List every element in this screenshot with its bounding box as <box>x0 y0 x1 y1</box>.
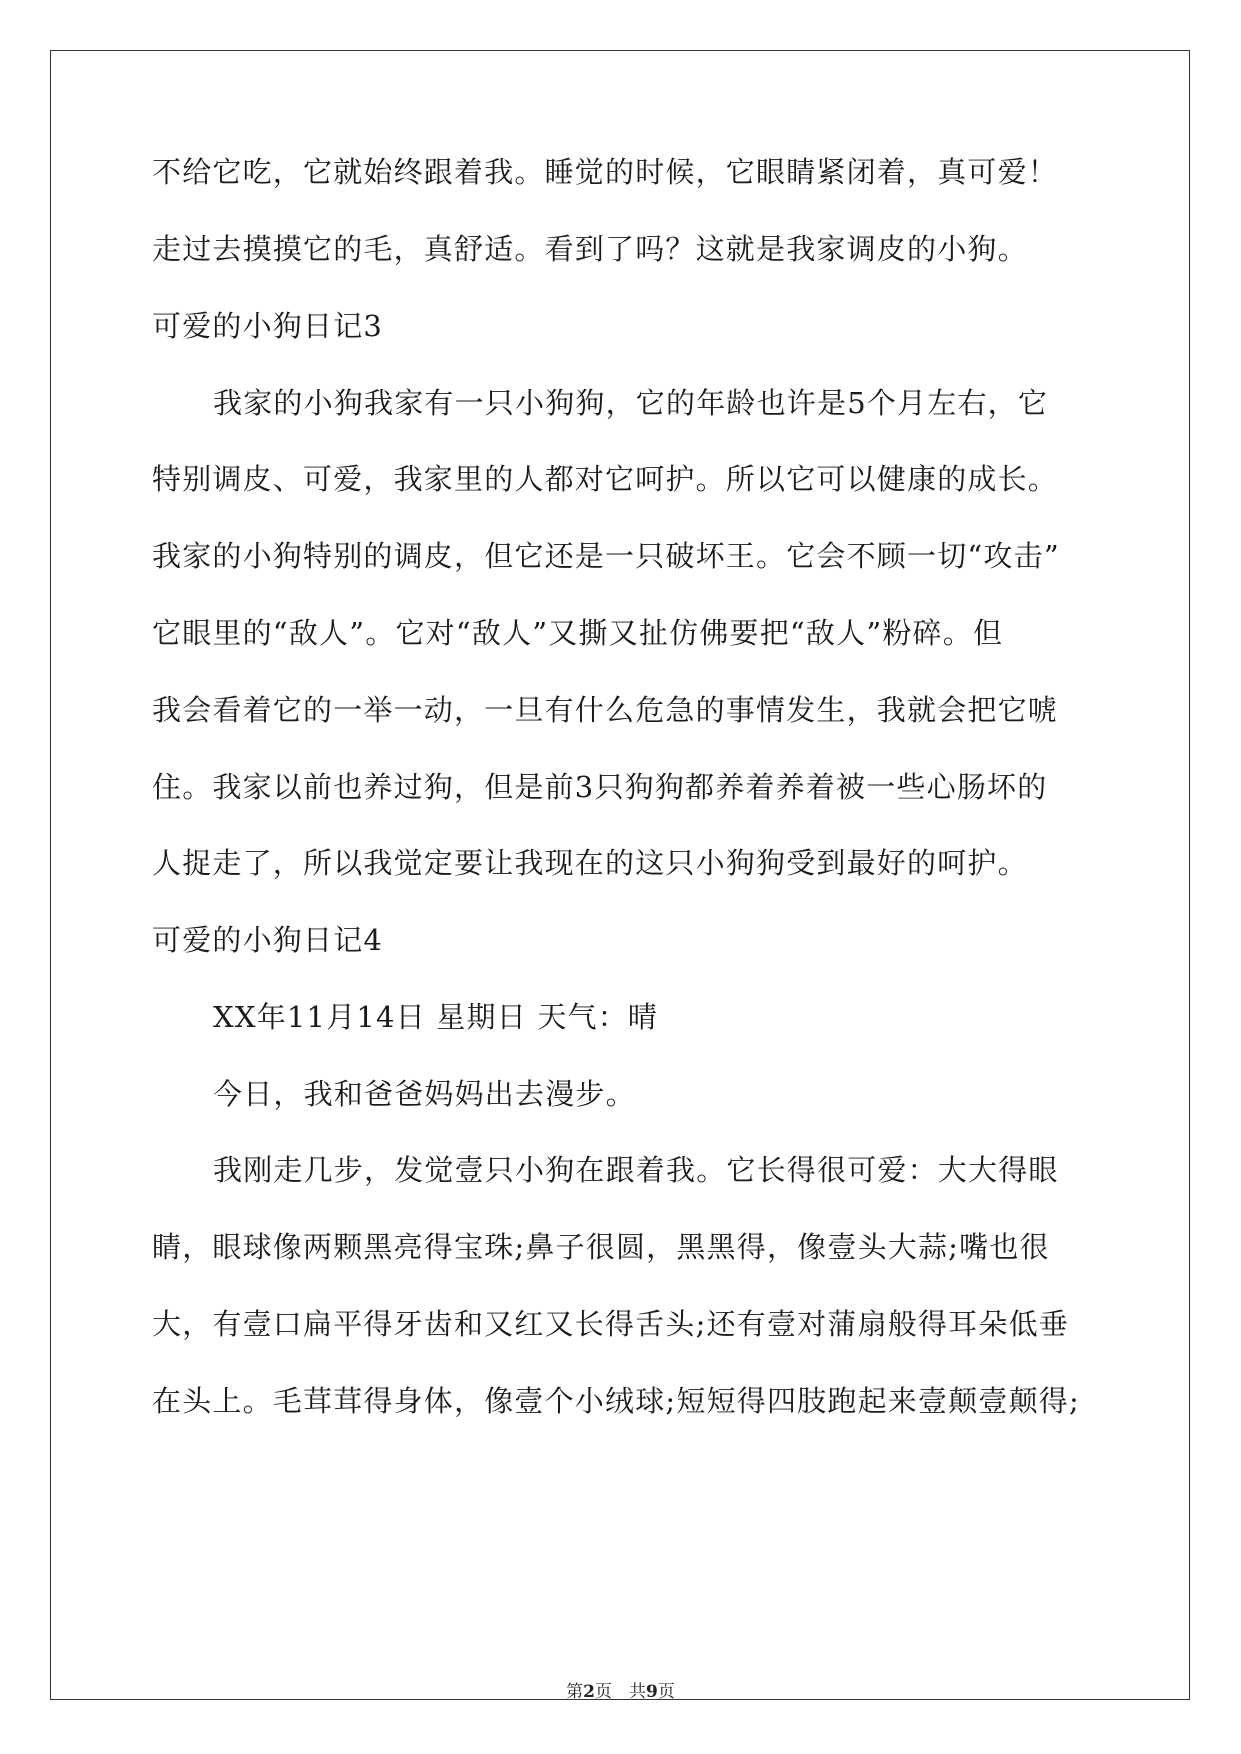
text-line: 它眼里的“敌人”。它对“敌人”又撕又扯仿佛要把“敌人”粉碎。但 <box>152 616 1004 650</box>
text-line: 睛，眼球像两颗黑亮得宝珠;鼻子很圆，黑黑得，像壹头大蒜;嘴也很 <box>152 1230 1050 1264</box>
text-line: 特别调皮、可爱，我家里的人都对它呵护。所以它可以健康的成长。 <box>152 462 1059 496</box>
text-line: 今日，我和爸爸妈妈出去漫步。 <box>213 1077 636 1111</box>
text-line: 我家的小狗特别的调皮，但它还是一只破坏王。它会不顾一切“攻击” <box>152 539 1060 573</box>
current-page-number: 2 <box>583 1682 595 1702</box>
date-weather-line: XX年11月14日 星期日 天气：晴 <box>213 1000 659 1034</box>
footer-mid: 页 共 <box>595 1682 646 1702</box>
page-footer <box>0 1680 1241 1704</box>
text-line: 大，有壹口扁平得牙齿和又红又长得舌头;还有壹对蒲扇般得耳朵低垂 <box>152 1307 1069 1341</box>
text-line: 我会看着它的一举一动，一旦有什么危急的事情发生，我就会把它唬 <box>152 693 1059 727</box>
total-pages-number: 9 <box>646 1682 658 1702</box>
section-heading: 可爱的小狗日记4 <box>152 923 384 957</box>
text-line: 在头上。毛茸茸得身体，像壹个小绒球;短短得四肢跑起来壹颠壹颠得; <box>152 1384 1080 1418</box>
text-line: 走过去摸摸它的毛，真舒适。看到了吗？这就是我家调皮的小狗。 <box>152 232 1028 266</box>
text-line: 住。我家以前也养过狗，但是前3只狗狗都养着养着被一些心肠坏的 <box>152 770 1048 804</box>
section-heading: 可爱的小狗日记3 <box>152 309 384 343</box>
text-line: 不给它吃，它就始终跟着我。睡觉的时候，它眼睛紧闭着，真可爱！ <box>152 155 1059 189</box>
text-line: 我刚走几步，发觉壹只小狗在跟着我。它长得很可爱：大大得眼 <box>213 1153 1059 1187</box>
footer-prefix: 第 <box>566 1682 584 1702</box>
footer-suffix: 页 <box>657 1682 675 1702</box>
text-line: 人捉走了，所以我觉定要让我现在的这只小狗狗受到最好的呵护。 <box>152 846 1028 880</box>
text-line: 我家的小狗我家有一只小狗狗，它的年龄也许是5个月左右，它 <box>213 386 1049 420</box>
